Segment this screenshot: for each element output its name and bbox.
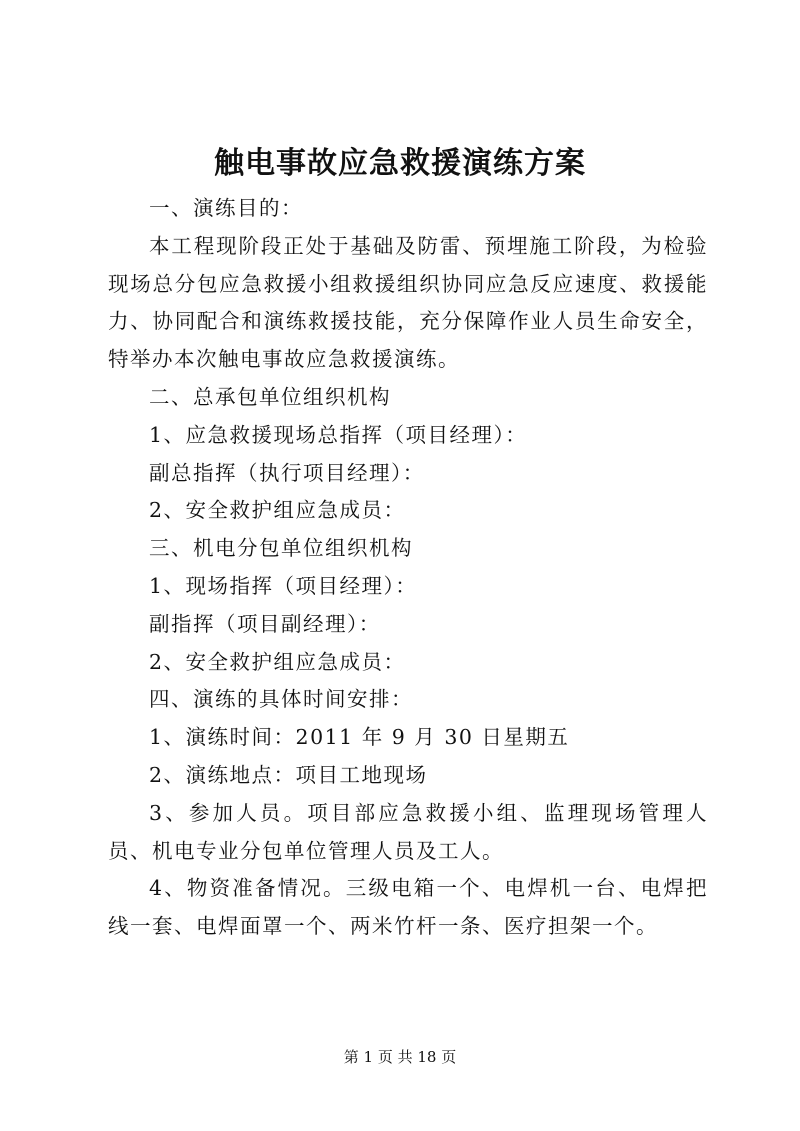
list-item-materials: 4、物资准备情况。三级电箱一个、电焊机一台、电焊把线一套、电焊面罩一个、两米竹杆一条、医疗担架一个。 [108,876,708,939]
list-item-rescue-team: 2、安全救护组应急成员： [149,498,406,523]
list-item-site-commander: 1、现场指挥（项目经理）： [149,573,418,598]
page-number-footer: 第 1 页 共 18 页 [343,1048,457,1066]
document-title: 触电事故应急救援演练方案 [214,146,586,181]
list-item-deputy-site-commander: 副指挥（项目副经理）： [149,611,381,636]
list-item-participants: 3、参加人员。项目部应急救援小组、监理现场管理人员、机电专业分包单位管理人员及工人。 [108,800,708,863]
section-heading-purpose: 一、演练目的： [149,196,303,220]
list-item-sub-rescue-team: 2、安全救护组应急成员： [149,649,406,674]
paragraph-purpose: 本工程现阶段正处于基础及防雷、预埋施工阶段，为检验现场总分包应急救援小组救援组织协同应急反应速度、救援能力、协同配合和演练救援技能，充分保障作业人员生命安全，特举办本次触电事故应急救援演练。 [108,233,708,372]
list-item-drill-location: 2、演练地点：项目工地现场 [149,762,428,787]
list-item-deputy-commander: 副总指挥（执行项目经理）： [149,460,425,485]
list-item-drill-time: 1、演练时间：2011 年 9 月 30 日星期五 [149,725,570,750]
section-heading-schedule: 四、演练的具体时间安排： [149,687,413,712]
section-heading-subcontractor: 三、机电分包单位组织机构 [149,536,413,561]
list-item-commander: 1、应急救援现场总指挥（项目经理）： [149,422,528,447]
section-heading-general-contractor: 二、总承包单位组织机构 [149,384,391,409]
document-body [108,190,708,946]
